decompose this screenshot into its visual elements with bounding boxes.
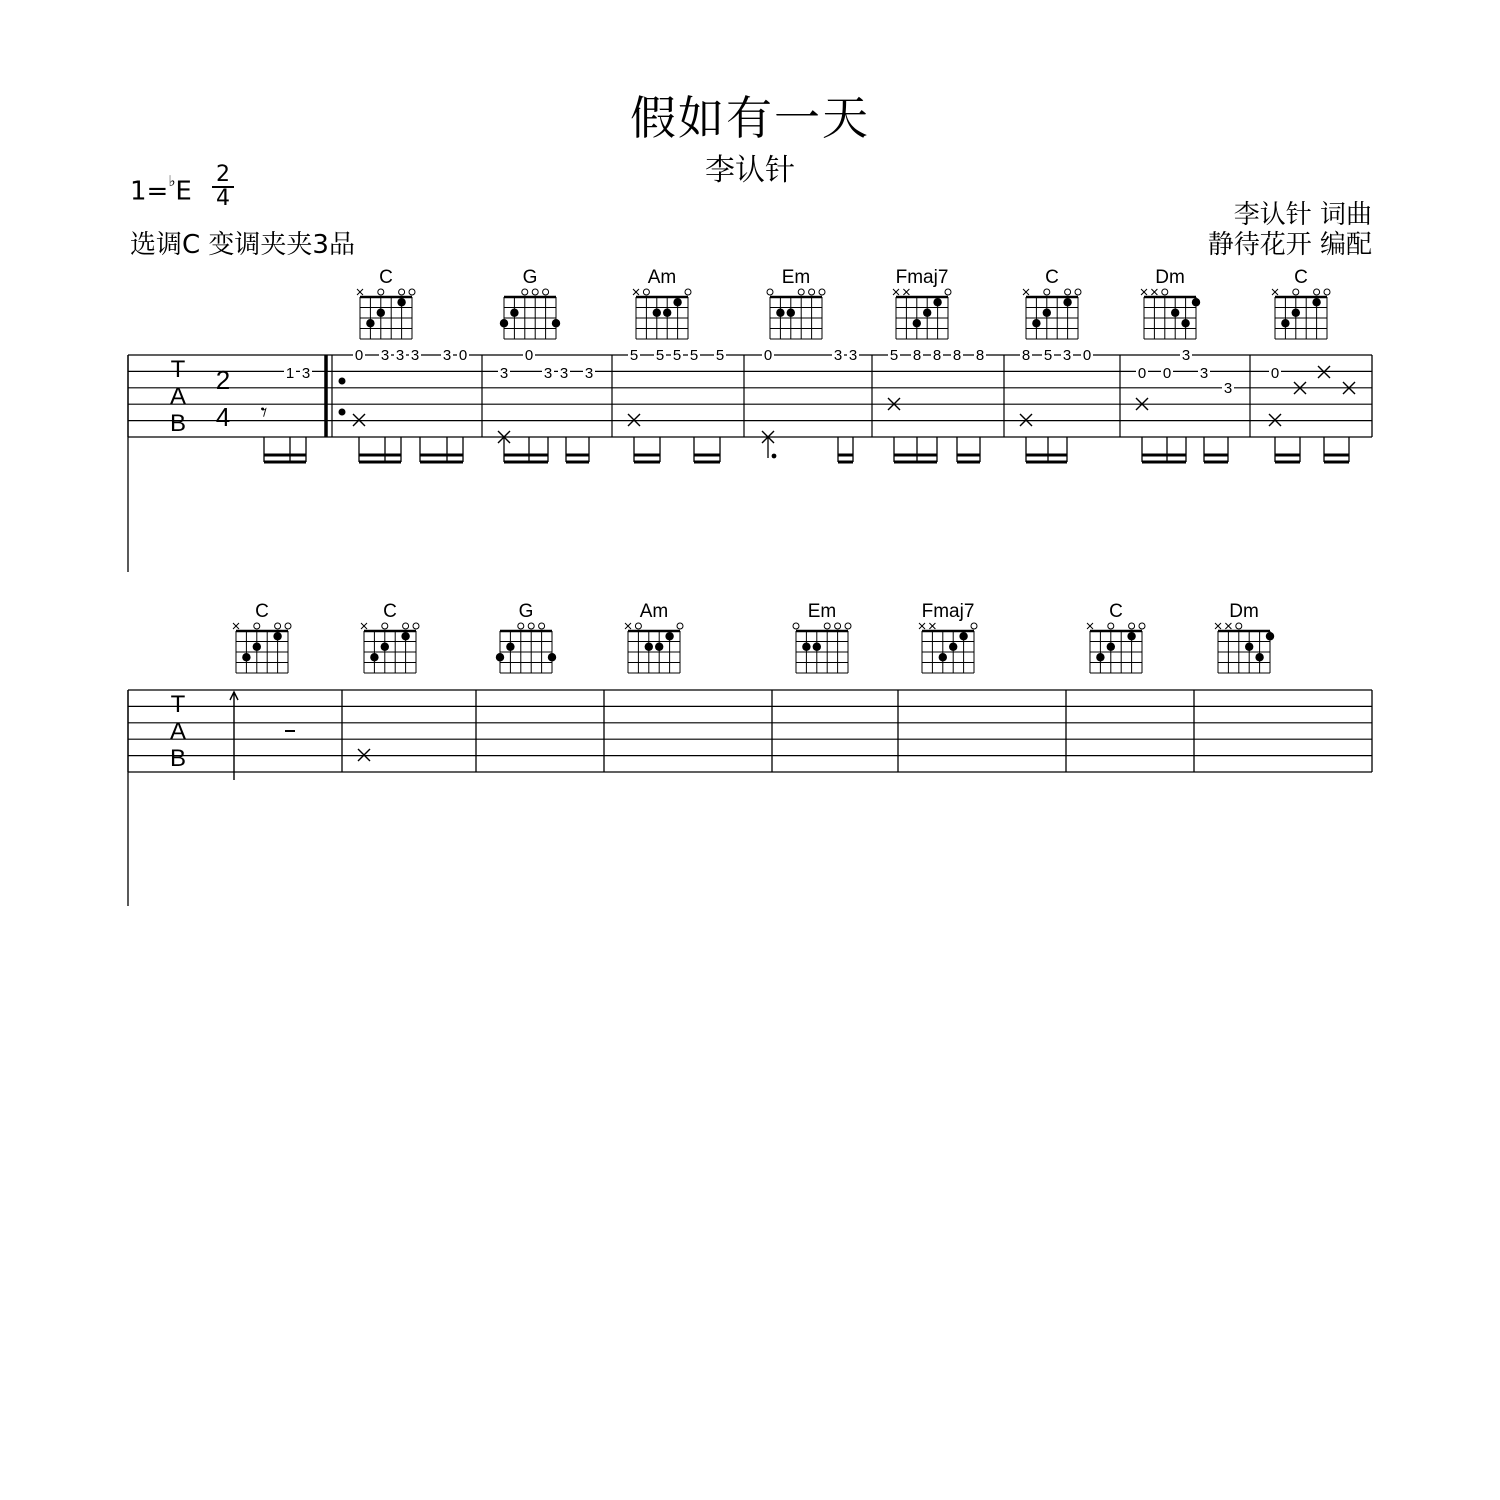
- open-string-marker: [685, 289, 691, 295]
- tab-fret-number: 3: [543, 365, 553, 382]
- finger-dot: [1181, 319, 1189, 327]
- finger-dot: [653, 309, 661, 317]
- tab-time-bottom: 4: [215, 402, 231, 432]
- open-string-marker: [1139, 623, 1145, 629]
- chord-name: C: [255, 601, 269, 622]
- finger-dot: [242, 653, 250, 661]
- tab-time-top: 2: [215, 365, 231, 395]
- key-note: E: [175, 176, 192, 207]
- open-string-marker: [413, 623, 419, 629]
- finger-dot: [1266, 632, 1274, 640]
- chord-name: C: [383, 601, 397, 622]
- dotted-note: [772, 454, 777, 459]
- chord-diagram-fmaj7: [893, 267, 951, 339]
- open-string-marker: [1129, 623, 1135, 629]
- tab-fret-number: 5: [655, 347, 665, 364]
- open-string-marker: [1108, 623, 1114, 629]
- tab-fret-number: 8: [1021, 347, 1031, 364]
- chord-diagram-c: [1087, 601, 1145, 673]
- song-title: 假如有一天: [630, 91, 870, 145]
- finger-dot: [1127, 632, 1135, 640]
- tab-fret-number: 3: [848, 347, 858, 364]
- tab-fret-number: 0: [458, 347, 468, 364]
- tab-fret-number: 8: [975, 347, 985, 364]
- open-string-marker: [254, 623, 260, 629]
- chord-diagram-c: [1023, 267, 1081, 339]
- chord-name: G: [522, 267, 538, 288]
- open-string-marker: [1324, 289, 1330, 295]
- chord-diagram-am: [625, 601, 683, 673]
- flat-sign: ♭: [168, 172, 176, 190]
- finger-dot: [1063, 298, 1071, 306]
- tab-fret-number: 0: [1162, 365, 1172, 382]
- open-string-marker: [798, 289, 804, 295]
- tab-clef-letter: A: [169, 383, 187, 410]
- artist-name: 李认针: [705, 153, 795, 188]
- tab-fret-number: 3: [1223, 380, 1233, 397]
- chord-name: G: [518, 601, 534, 622]
- tab-fret-number: 5: [672, 347, 682, 364]
- finger-dot: [776, 309, 784, 317]
- chord-name: C: [1109, 601, 1123, 622]
- open-string-marker: [767, 289, 773, 295]
- finger-dot: [397, 298, 405, 306]
- chord-name: Fmaj7: [921, 601, 975, 622]
- chord-name: Em: [781, 267, 811, 288]
- finger-dot: [1312, 298, 1320, 306]
- tab-clef-letter: B: [169, 410, 187, 437]
- tab-fret-number: 3: [301, 365, 311, 382]
- tab-fret-number: 8: [932, 347, 942, 364]
- key-prefix: 1=: [130, 176, 169, 207]
- finger-dot: [913, 319, 921, 327]
- open-string-marker: [285, 623, 291, 629]
- finger-dot: [381, 643, 389, 651]
- open-string-marker: [677, 623, 683, 629]
- finger-dot: [1043, 309, 1051, 317]
- finger-dot: [787, 309, 795, 317]
- open-string-marker: [1075, 289, 1081, 295]
- finger-dot: [939, 653, 947, 661]
- chord-diagram-c: [1272, 267, 1330, 339]
- open-string-marker: [793, 623, 799, 629]
- tab-clef-letter: T: [170, 356, 186, 383]
- open-string-marker: [399, 289, 405, 295]
- chord-diagram-g: [496, 601, 556, 673]
- open-string-marker: [528, 623, 534, 629]
- open-string-marker: [518, 623, 524, 629]
- finger-dot: [645, 643, 653, 651]
- tab-fret-number: 3: [559, 365, 569, 382]
- open-string-marker: [522, 289, 528, 295]
- open-string-marker: [1314, 289, 1320, 295]
- open-string-marker: [1293, 289, 1299, 295]
- chord-name: Am: [647, 267, 677, 288]
- open-string-marker: [378, 289, 384, 295]
- finger-dot: [1171, 309, 1179, 317]
- tab-fret-number: 3: [410, 347, 420, 364]
- finger-dot: [1292, 309, 1300, 317]
- time-top: 2: [216, 162, 230, 187]
- chord-name: Fmaj7: [895, 267, 949, 288]
- credit-lyrics-music: 李认针 词曲: [1233, 200, 1372, 230]
- finger-dot: [552, 319, 560, 327]
- open-string-marker: [403, 623, 409, 629]
- chord-diagram-em: [793, 601, 851, 673]
- open-string-marker: [1065, 289, 1071, 295]
- open-string-marker: [275, 623, 281, 629]
- chord-diagram-g: [500, 267, 560, 339]
- chord-name: C: [1294, 267, 1308, 288]
- open-string-marker: [845, 623, 851, 629]
- chord-diagram-em: [767, 267, 825, 339]
- open-string-marker: [409, 289, 415, 295]
- finger-dot: [377, 309, 385, 317]
- chord-name: Dm: [1229, 601, 1259, 622]
- repeat-dot: [339, 378, 346, 385]
- tab-fret-number: 3: [584, 365, 594, 382]
- capo-info: 选调C 变调夹夹3品: [130, 230, 355, 260]
- finger-dot: [366, 319, 374, 327]
- open-string-marker: [532, 289, 538, 295]
- chord-diagram-c: [233, 601, 291, 673]
- eighth-rest: 𝄾: [260, 397, 268, 427]
- tab-fret-number: 5: [715, 347, 725, 364]
- tab-fret-number: 3: [1199, 365, 1209, 382]
- chord-name: Dm: [1155, 267, 1185, 288]
- chord-name: Am: [639, 601, 669, 622]
- open-string-marker: [945, 289, 951, 295]
- chord-name: C: [379, 267, 393, 288]
- open-string-marker: [1162, 289, 1168, 295]
- open-string-marker: [543, 289, 549, 295]
- tab-fret-number: 0: [1270, 365, 1280, 382]
- tab-fret-number: 5: [1043, 347, 1053, 364]
- finger-dot: [500, 319, 508, 327]
- tab-fret-number: 3: [499, 365, 509, 382]
- tab-fret-number: 1: [285, 365, 295, 382]
- finger-dot: [401, 632, 409, 640]
- tab-fret-number: 3: [1062, 347, 1072, 364]
- finger-dot: [1255, 653, 1263, 661]
- finger-dot: [802, 643, 810, 651]
- chord-name: Em: [807, 601, 837, 622]
- tab-clef-letter: A: [169, 718, 187, 745]
- time-bottom: 4: [212, 186, 234, 210]
- tab-clef-letter: T: [170, 691, 186, 718]
- finger-dot: [665, 632, 673, 640]
- tab-fret-number: 3: [833, 347, 843, 364]
- open-string-marker: [1044, 289, 1050, 295]
- chord-diagram-am: [633, 267, 691, 339]
- credit-arrangement: 静待花开 编配: [1207, 230, 1372, 260]
- finger-dot: [813, 643, 821, 651]
- open-string-marker: [824, 623, 830, 629]
- finger-dot: [548, 653, 556, 661]
- repeat-dot: [339, 409, 346, 416]
- chord-diagram-fmaj7: [919, 601, 977, 673]
- tab-fret-number: 8: [952, 347, 962, 364]
- finger-dot: [370, 653, 378, 661]
- finger-dot: [506, 643, 514, 651]
- tab-fret-number: 3: [1181, 347, 1191, 364]
- open-string-marker: [539, 623, 545, 629]
- tab-staff: [128, 690, 1372, 772]
- tab-fret-number: 5: [889, 347, 899, 364]
- open-string-marker: [835, 623, 841, 629]
- chord-diagram-dm: [1141, 267, 1200, 339]
- chord-diagram-c: [357, 267, 415, 339]
- open-string-marker: [382, 623, 388, 629]
- tab-fret-number: 0: [763, 347, 773, 364]
- tab-clef-letter: B: [169, 745, 187, 772]
- finger-dot: [253, 643, 261, 651]
- open-string-marker: [819, 289, 825, 295]
- tab-staff: [128, 355, 1372, 437]
- tab-fret-number: 3: [395, 347, 405, 364]
- arpeggio-mark: [230, 692, 238, 780]
- open-string-marker: [635, 623, 641, 629]
- tab-fret-number: 0: [1082, 347, 1092, 364]
- open-string-marker: [643, 289, 649, 295]
- tab-fret-number: 0: [354, 347, 364, 364]
- open-string-marker: [1236, 623, 1242, 629]
- tab-fret-number: 0: [1137, 365, 1147, 382]
- tab-fret-number: 5: [629, 347, 639, 364]
- finger-dot: [663, 309, 671, 317]
- tab-fret-number: 8: [912, 347, 922, 364]
- finger-dot: [1281, 319, 1289, 327]
- finger-dot: [959, 632, 967, 640]
- finger-dot: [510, 309, 518, 317]
- tab-fret-number: 3: [442, 347, 452, 364]
- finger-dot: [933, 298, 941, 306]
- tab-fret-number: 3: [380, 347, 390, 364]
- finger-dot: [673, 298, 681, 306]
- tab-fret-number: 0: [524, 347, 534, 364]
- finger-dot: [1192, 298, 1200, 306]
- finger-dot: [1107, 643, 1115, 651]
- finger-dot: [923, 309, 931, 317]
- finger-dot: [1096, 653, 1104, 661]
- finger-dot: [949, 643, 957, 651]
- open-string-marker: [809, 289, 815, 295]
- finger-dot: [655, 643, 663, 651]
- finger-dot: [273, 632, 281, 640]
- open-string-marker: [971, 623, 977, 629]
- chord-diagram-dm: [1215, 601, 1274, 673]
- chord-name: C: [1045, 267, 1059, 288]
- finger-dot: [1245, 643, 1253, 651]
- chord-diagram-c: [361, 601, 419, 673]
- finger-dot: [496, 653, 504, 661]
- tab-fret-number: 5: [689, 347, 699, 364]
- finger-dot: [1032, 319, 1040, 327]
